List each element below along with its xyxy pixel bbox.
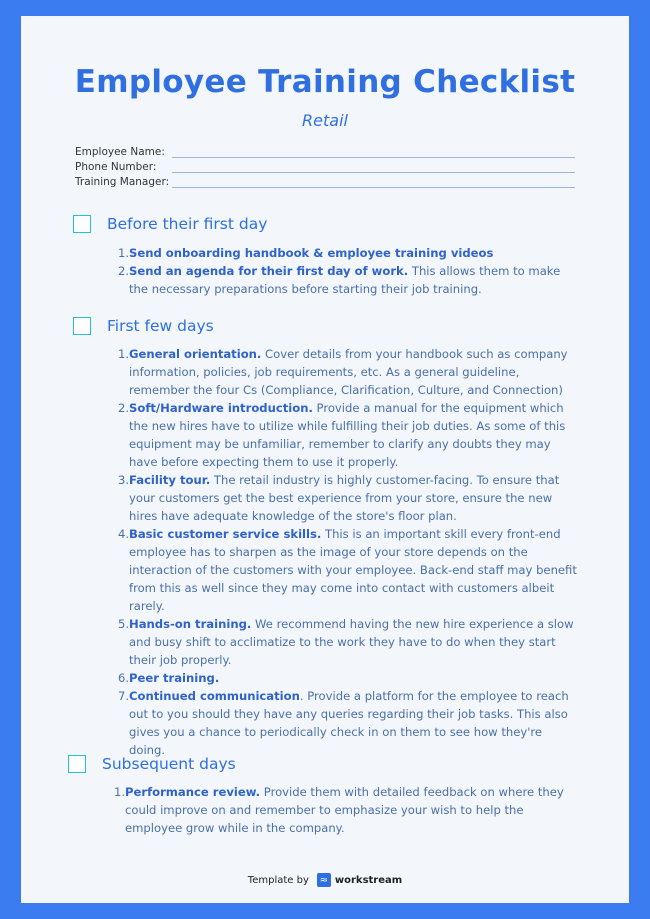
field-label: Employee Name: [75,146,165,158]
checkbox[interactable] [73,317,91,335]
phone-number-field[interactable] [75,158,575,173]
employee-name-field[interactable] [75,143,575,158]
section-title: First few days [107,317,214,335]
field-label: Phone Number: [75,161,157,173]
checkbox[interactable] [73,215,91,233]
training-manager-field[interactable] [75,173,575,188]
checklist-page [21,16,629,903]
page-title: Employee Training Checklist [74,64,576,100]
field-line [172,187,575,188]
list-item: 1. Performance review. Provide them with detailed feedback on where they could improve on and remember to emphasize your wish to help the employee grow while in the company. [114,785,564,835]
footer [21,873,629,887]
list-item: 4. Basic customer service skills. This is an important skill every front-end employee has to sharpen as the image of your store depends on the interaction of the customers with your employee. Back-end staff may benefit from this as well since they may come into contact with customers albeit rarely. [118,527,577,613]
section-title: Subsequent days [102,755,236,773]
footer-prefix: Template by [247,874,309,886]
section-title: Before their first day [107,215,268,233]
section-list-first-few-days [118,345,581,759]
list-item: 1. General orientation. Cover details from your handbook such as company information, policies, job requirements, etc. As a general guideline, remember the four Cs (Compliance, Clarification, Culture, and Connection) [118,347,568,397]
list-item: 1. Send onboarding handbook & employee training videos [118,246,494,260]
footer-brand: workstream [334,874,403,886]
section-header-subsequent-days [68,755,236,773]
list-item: 5. Hands-on training. We recommend having the new hire experience a slow and busy shift to acclimatize to the work they have to do when they start their job properly. [118,617,574,667]
field-label: Training Manager: [75,176,170,188]
list-item: 6. Peer training. [118,671,220,685]
section-list-before-first-day [118,244,581,298]
section-header-before-first-day [73,215,267,233]
list-item: 2. Soft/Hardware introduction. Provide a manual for the equipment which the new hires have to utilize while fulfilling their job duties. As some of this equipment may be unfamiliar, remember to clarify any doubts they may have before expecting them to use it properly. [118,401,566,469]
info-fields [75,143,575,188]
section-header-first-few-days [73,317,214,335]
list-item: 3. Facility tour. The retail industry is highly customer-facing. To ensure that your customers get the best experience from your store, ensure the new hires have adequate knowledge of the store's floor plan. [118,473,560,523]
list-item: 7. Continued communication. Provide a platform for the employee to reach out to you should they have any queries regarding their job tasks. This also gives you a chance to periodically check in on them to see how they're doing. [118,689,569,757]
workstream-logo-icon: ≈ [317,873,331,887]
list-item: 2. Send an agenda for their first day of work. This allows them to make the necessary preparations before starting their job training. [118,264,561,296]
checkbox[interactable] [68,755,86,773]
section-list-subsequent-days [114,783,577,837]
page-subtitle: Retail [302,111,348,130]
